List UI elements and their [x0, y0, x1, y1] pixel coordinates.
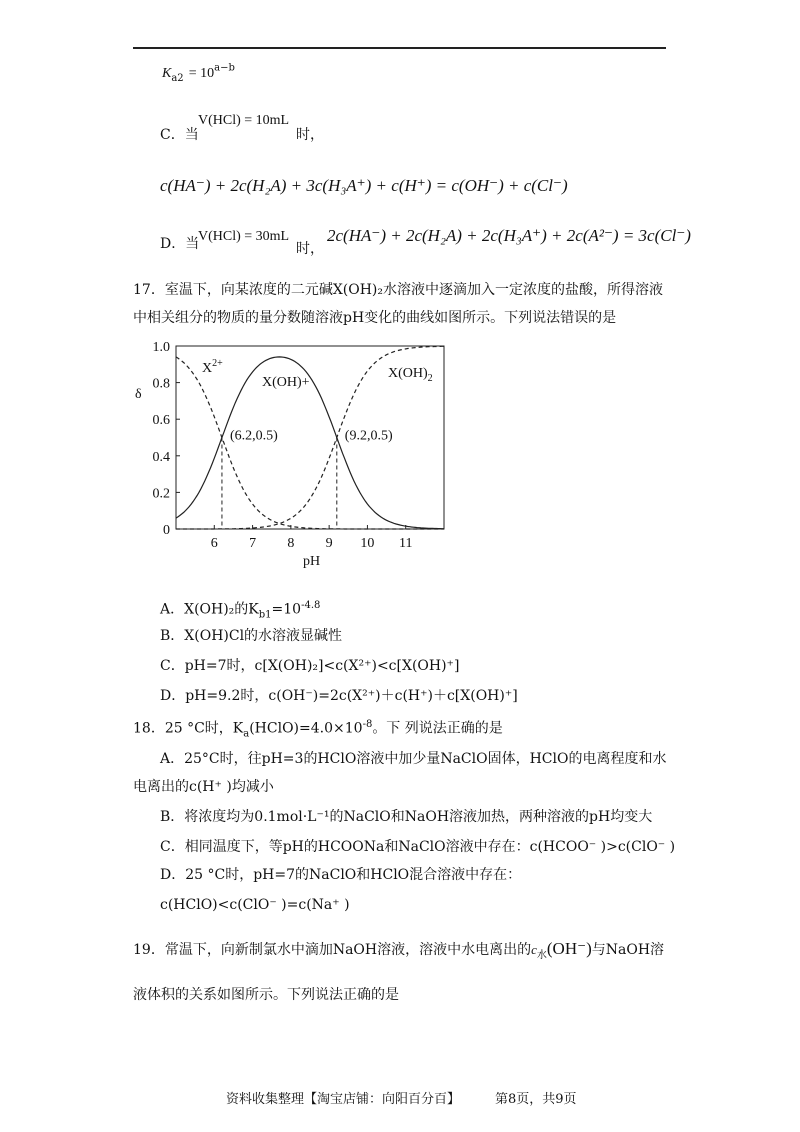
- curve-xoh-plus: [176, 357, 444, 529]
- q18-option-b: B．将浓度均为0.1mol·L⁻¹的NaClO和NaOH溶液加热，两种溶液的pH均变大: [160, 809, 653, 825]
- q17-option-a: A．X(OH)₂的$K_{b1}=10^{-4.8}$: [160, 600, 321, 621]
- y-tick-label: 0: [163, 523, 170, 538]
- x-tick-label: 11: [398, 536, 413, 551]
- curve-x2plus: [176, 357, 444, 529]
- q18-option-d-line1: D．25 °C时，pH=7的NaClO和HClO混合溶液中存在：: [160, 867, 522, 883]
- annotation-point-1: (6.2,0.5): [229, 428, 278, 444]
- header-rule: [133, 47, 666, 49]
- y-tick-label: 0.2: [152, 486, 170, 502]
- species-distribution-chart: [133, 330, 453, 580]
- q19-stem-line1: 19．常温下，向新制氯水中滴加NaOH溶液，溶液中水电离出的$c_水(OH^-)$与NaOH溶: [133, 939, 665, 961]
- prev-option-d-label: D．当: [160, 236, 200, 252]
- prev-option-d-suffix: 时，: [296, 241, 324, 257]
- q17-option-b: B．X(OH)Cl的水溶液显碱性: [160, 628, 343, 644]
- q17-option-c: C．pH=7时，c[X(OH)₂]<c(X²⁺)<c[X(OH)⁺]: [160, 658, 460, 674]
- q18-option-a-line1: A．25°C时，往pH=3的HClO溶液中加少量NaClO固体，HClO的电离程度和水: [160, 751, 667, 767]
- x-tick-label: 9: [325, 536, 333, 551]
- series-label-x2plus: $X^{2+}$: [202, 358, 223, 376]
- prev-option-c-suffix: 时，: [296, 127, 324, 143]
- q18-stem: 18．25 °C时，$K_a(HClO)=4.0\times 10^{-8}$。下 列说法正确的是: [133, 719, 503, 740]
- prev-option-d-equation: 2c(HA⁻) + 2c(H₂A) + 2c(H₃A⁺) + 2c(A²⁻) = 3c(Cl⁻): [327, 226, 691, 245]
- q18-option-c: C．相同温度下，等pH的HCOONa和NaClO溶液中存在：c(HCOO⁻ )>c(ClO⁻ ): [160, 839, 676, 855]
- q18-option-a-line2: 电离出的c(H⁺ )均减小: [133, 779, 274, 795]
- y-axis-label: δ: [135, 387, 142, 402]
- x-tick-label: 7: [249, 536, 257, 551]
- ka2-expression: $K_{a2} = 10^{a-b}$: [162, 62, 235, 85]
- prev-option-d-condition: V(HCl) = 30mL: [198, 229, 290, 244]
- q19-stem-line2: 液体积的关系如图所示。下列说法正确的是: [133, 987, 399, 1003]
- drop-lines: [222, 438, 337, 530]
- footer-source: 资料收集整理【淘宝店铺：向阳百分百】: [226, 1092, 461, 1107]
- prev-option-c-label: C．当: [160, 127, 199, 143]
- prev-option-c-condition: V(HCl) = 10mL: [198, 113, 290, 128]
- series-label-xoh-plus: X(OH)+: [262, 375, 310, 390]
- q17-stem-line1: 17．室温下，向某浓度的二元碱X(OH)₂水溶液中逐滴加入一定浓度的盐酸，所得溶液: [133, 282, 664, 298]
- x-tick-label: 8: [287, 536, 295, 551]
- x-axis-label: pH: [303, 554, 321, 569]
- x-tick-label: 6: [210, 536, 218, 551]
- q18-option-d-line2: c(HClO)<c(ClO⁻ )=c(Na⁺ ): [160, 897, 350, 913]
- y-tick-label: 0.8: [152, 376, 170, 392]
- page-number: 第8页，共9页: [495, 1092, 577, 1107]
- y-tick-label: 0.4: [152, 449, 170, 465]
- annotation-point-2: (9.2,0.5): [344, 428, 393, 444]
- x-tick-label: 10: [360, 536, 375, 551]
- y-tick-label: 0.6: [152, 413, 170, 429]
- q17-stem-line2: 中相关组分的物质的量分数随溶液pH变化的曲线如图所示。下列说法错误的是: [133, 310, 617, 326]
- prev-option-c-equation: c(HA⁻) + 2c(H₂A) + 3c(H₃A⁺) + c(H⁺) = c(OH⁻) + c(Cl⁻): [160, 176, 568, 195]
- y-tick-label: 1.0: [152, 340, 170, 355]
- q17-option-d: D．pH=9.2时，c(OH⁻)=2c(X²⁺)＋c(H⁺)＋c[X(OH)⁺]: [160, 688, 518, 704]
- series-label-xoh2: $X(OH)_2$: [388, 366, 433, 384]
